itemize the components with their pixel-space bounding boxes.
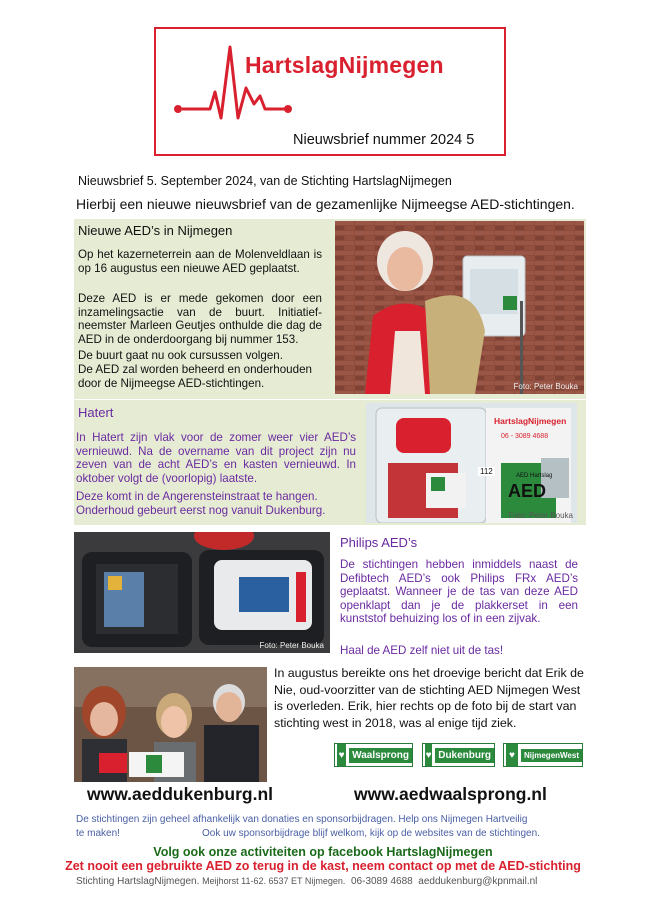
aed-heart-icon: ♥ (506, 744, 518, 766)
logo-nijmegenwest[interactable]: ♥ NijmegenWest (503, 743, 583, 767)
footer-warning: Zet nooit een gebruikte AED zo terug in de kast, neem contact op met de AED-stichting (65, 859, 581, 873)
photo-credit: Foto: Peter Bouka (259, 641, 324, 650)
aed-heart-icon: ♥ (425, 744, 432, 766)
section1-paragraph-2: Deze AED is er mede gekomen door een inzamelingsactie van de buurt. Initiatief-neemster Marleen Geutjes onthulde die dag de AED in de onderdoorgang bij nummer 153. (78, 292, 322, 346)
photo-aed-cabinet (366, 403, 577, 523)
section3-paragraph-1: De stichtingen hebben inmiddels naast de Defibtech AED’s ook Philips FRx AED’s geplaatst. Wanneer je de tas van deze AED openklapt dan je de plakkerset in een kunststof behuizing los of in een zijvak. (340, 558, 578, 625)
logo-waalsprong[interactable]: ♥ Waalsprong (334, 743, 413, 767)
section1-paragraph-1: Op het kazerneterrein aan de Molenveldlaan is op 16 augustus een nieuwe AED geplaatst. (78, 248, 322, 275)
section1-paragraph-4: De AED zal worden beheerd en onderhouden door de Nijmeegse AED-stichtingen. (78, 363, 312, 390)
footer-donation-text: De stichtingen zijn geheel afhankelijk van donaties en sponsorbijdragen. Help ons Nijmegen Hartveilig (76, 814, 528, 825)
section2-paragraph-1: In Hatert zijn vlak voor de zomer weer vier AED’s vernieuwd. Na de overname van dit project zijn nu zeven van de acht AED’s en kasten vernieuwd. In oktober volgt de (voorlopig) laatste. (76, 431, 356, 485)
cabinet-brand: AED Hartslag (516, 473, 553, 479)
photo-philips-aed (74, 532, 330, 653)
footer-address: Meijhorst 11-62. 6537 ET Nijmegen. (202, 876, 346, 886)
footer-sponsor-text: Ook uw sponsorbijdrage blijf welkom, kijk op de websites van de stichtingen. (202, 828, 540, 839)
link-aedwaalsprong[interactable]: www.aedwaalsprong.nl (354, 784, 547, 804)
aed-heart-icon: ♥ (337, 744, 346, 766)
section4-paragraph: In augustus bereikte ons het droevige bericht dat Erik de Nie, oud-voorzitter van de stichting AED Nijmegen West is overleden. Erik, hier rechts op de foto bij de start van stichting west in 2018, was al enige tijd ziek. (274, 666, 584, 730)
photo-credit: Foto: Peter Bouka (508, 511, 573, 520)
photo-credit: Foto: Peter Bouka (513, 382, 578, 391)
link-aeddukenburg[interactable]: www.aeddukenburg.nl (87, 784, 274, 804)
section1-paragraph-3: De buurt gaat nu ook cursussen volgen. (78, 349, 283, 362)
footer-facebook: Volg ook onze activiteiten op facebook HartslagNijmegen (153, 845, 493, 859)
footer-donation-text-2: te maken! (76, 828, 120, 839)
issue-number: Nieuwsbrief nummer 2024 5 (293, 132, 475, 148)
section2-paragraph-3: Onderhoud gebeurt eerst nog vanuit Dukenburg. (76, 504, 326, 517)
intro-date-line: Nieuwsbrief 5. September 2024, van de Stichting HartslagNijmegen (78, 174, 452, 188)
section2-paragraph-2: Deze komt in de Angerensteinstraat te hangen. (76, 490, 318, 503)
cabinet-phone: 06 - 3089 4688 (501, 433, 549, 440)
logo-dukenburg[interactable]: ♥ Dukenburg (422, 743, 495, 767)
section-title-hatert: Hatert (78, 405, 114, 420)
footer-org: Stichting HartslagNijmegen. (76, 876, 200, 887)
footer-contact (76, 876, 537, 887)
section-title-new-aeds: Nieuwe AED’s in Nijmegen (78, 223, 233, 238)
photo-stichting-west-start (74, 667, 267, 782)
cabinet-label: HartslagNijmegen (494, 416, 567, 426)
section3-paragraph-2: Haal de AED zelf niet uit de tas! (340, 644, 504, 657)
footer-phone: 06-3089 4688 (350, 876, 413, 887)
cabinet-aed-text: AED (508, 481, 547, 501)
cabinet-emergency-number: 112 (480, 467, 493, 476)
photo-aed-unveiling (335, 221, 584, 394)
section-title-philips: Philips AED’s (340, 535, 418, 550)
brand-title: HartslagNijmegen (245, 52, 444, 78)
footer-email[interactable]: aeddukenburg@kpnmail.nl (418, 876, 538, 887)
intro-summary: Hierbij een nieuwe nieuwsbrief van de gezamenlijke Nijmeegse AED-stichtingen. (76, 196, 575, 212)
